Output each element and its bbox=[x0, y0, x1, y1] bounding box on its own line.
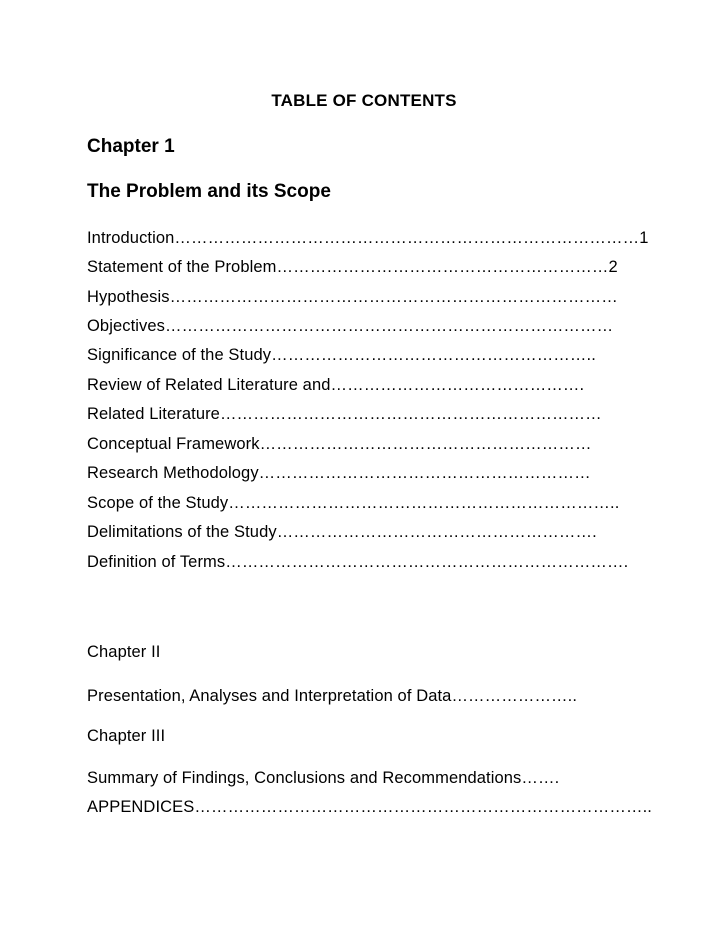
toc-entry-objectives: Objectives……………………………………………………………………… bbox=[87, 317, 614, 335]
page-title: TABLE OF CONTENTS bbox=[271, 91, 457, 110]
toc-entry-significance: Significance of the Study………………………………………………….. bbox=[87, 346, 596, 364]
chapter-1-subtitle: The Problem and its Scope bbox=[87, 181, 331, 202]
toc-entry-review-literature: Review of Related Literature and………………………………………. bbox=[87, 376, 585, 394]
toc-entry-research-methodology: Research Methodology…………………………………………………… bbox=[87, 464, 591, 482]
toc-entry-delimitations: Delimitations of the Study…………………………………………………. bbox=[87, 523, 597, 541]
toc-entry-introduction: Introduction…………………………………………………………………………1 bbox=[87, 229, 649, 247]
toc-entry-definition-of-terms: Definition of Terms………………………………………………………………. bbox=[87, 553, 629, 571]
toc-entry-related-literature: Related Literature…………………………………………………………… bbox=[87, 405, 602, 423]
toc-entry-scope: Scope of the Study…………………………………………………………….. bbox=[87, 494, 620, 512]
toc-entry-hypothesis: Hypothesis……………………………………………………………………… bbox=[87, 288, 618, 306]
toc-entry-conceptual-framework: Conceptual Framework…………………………………………………… bbox=[87, 435, 592, 453]
chapter-2-entry: Presentation, Analyses and Interpretation of Data………………….. bbox=[87, 687, 578, 705]
chapter-1-heading: Chapter 1 bbox=[87, 136, 175, 157]
chapter-2-heading: Chapter II bbox=[87, 643, 161, 661]
toc-entry-statement-of-problem: Statement of the Problem……………………………………………………2 bbox=[87, 258, 618, 276]
chapter-3-entry: Summary of Findings, Conclusions and Recommendations……. bbox=[87, 769, 560, 787]
chapter-3-heading: Chapter III bbox=[87, 727, 166, 745]
toc-entry-appendices: APPENDICES……………………………………………………………………….. bbox=[87, 798, 652, 816]
